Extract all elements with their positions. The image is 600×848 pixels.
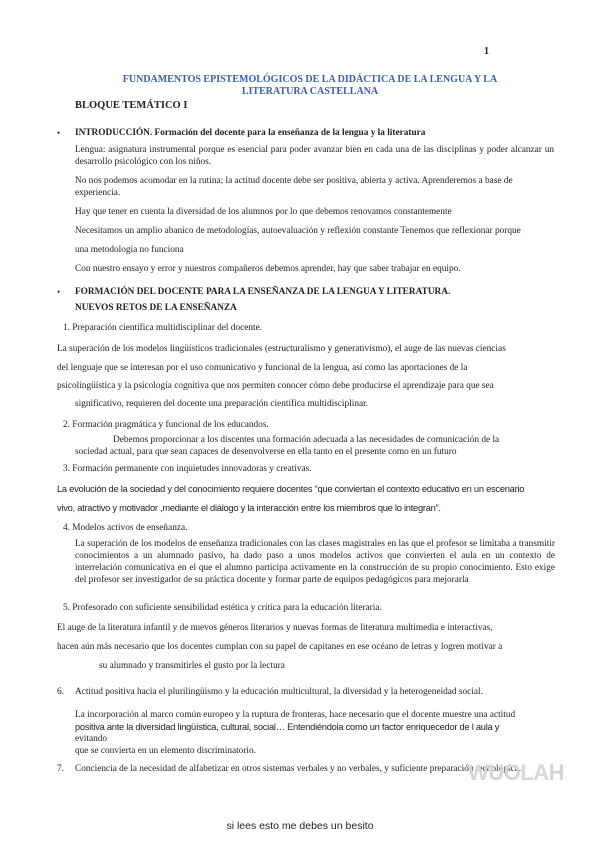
section1-heading: INTRODUCCIÓN. Formación del docente para la enseñanza de la lengua y la literatura xyxy=(75,128,426,138)
section2-heading-line-1: FORMACIÓN DEL DOCENTE PARA LA ENSEÑANZA DE LA LENGUA Y LITERATURA. xyxy=(75,287,451,297)
item2-paragraph-first-line: Debemos proporcionar a los discentes una formación adecuada a las necesidades de comunicación de la xyxy=(113,435,500,445)
section1-paragraph-4b: una metodología no funciona xyxy=(75,245,184,255)
item3-line-2: vivo, atractivo y motivador ,mediante el diálogo y la interacción entre los miembros que lo integran”. xyxy=(57,503,441,513)
document-title xyxy=(70,74,550,98)
list-item-7: Conciencia de la necesidad de alfabetizar en otros sistemas verbales y no verbales, y suficiente preparación tecnológica. xyxy=(75,764,522,774)
section1-paragraph-2: No nos podemos acomodar en la rutina; la actitud docente debe ser positiva, abierta y activa. Aprenderemos a base de experiencia. xyxy=(75,176,513,198)
list-item-7-number: 7. xyxy=(57,764,64,774)
section1-paragraph-1: Lengua: asignatura instrumental porque es esencial para poder avanzar bien en cada una de las disciplinas y poder alcanzar un desarrollo psicológico con los niños. xyxy=(75,145,554,167)
bullet-icon: • xyxy=(57,287,61,297)
item1-line-3: psicolingüística y la psicología cognitiva que nos permiten conocer cómo debe producirse el aprendizaje para que sea xyxy=(57,381,494,391)
list-item-1: 1. Preparación científica multidisciplinar del docente. xyxy=(63,323,263,333)
item6-line-2: positiva ante la diversidad lingüística, cultural, social… Entendiéndola como un factor enriquecedor de l aula y xyxy=(75,722,500,732)
footer-text: si lees esto me debes un besito xyxy=(226,820,374,832)
item6-line-1: La incorporación al marco común europeo y la ruptura de fronteras, hace necesario que el docente muestre una actitud xyxy=(75,710,516,720)
section1-paragraph-3: Hay que tener en cuenta la diversidad de los alumnos por lo que debemos renovamos constantemente xyxy=(75,207,452,217)
page-number: 1 xyxy=(484,46,489,57)
list-item-5: 5. Profesorado con suficiente sensibilidad estética y crítica para la educación literaria. xyxy=(63,603,382,613)
item5-line-2: hacen aún más necesario que los docentes cumplan con su papel de capitanes en ese océano de letras y logren motivar a xyxy=(57,642,503,652)
item4-paragraph: La superación de los modelos de enseñanza tradicionales con las clases magistrales en las que el profesor se limitaba a transmitir conocimientos a un alumnado pasivo, ha dado paso a unos modelos activos que convierten el aula en un contexto de interrelación comunicativa en el que el alumno participa activamente en la construcción de su propio conocimiento. Esto exige del profesor ser investigador de su práctica docente y formar parte de equipos pedagógicos para mejorarla xyxy=(75,539,555,585)
item1-line-1: La superación de los modelos lingüísticos tradicionales (estructuralismo y generativismo), el auge de las nuevas ciencias xyxy=(57,344,506,354)
section1-paragraph-4a: Necesitamos un amplio abanico de metodologías, autoevaluación y reflexión constante Tenemos que reflexionar porque xyxy=(75,226,521,236)
title-line-2: LITERATURA CASTELLANA xyxy=(241,86,379,97)
list-item-3: 3. Formación permanente con inquietudes innovadoras y creativas. xyxy=(63,464,312,474)
list-item-2: 2. Formación pragmática y funcional de los educandos. xyxy=(63,420,269,430)
title-line-1: FUNDAMENTOS EPISTEMOLÓGICOS DE LA DIDÁCTICA DE LA LENGUA Y LA xyxy=(122,74,498,85)
list-item-4: 4. Modelos activos de enseñanza. xyxy=(63,523,188,533)
section1-paragraph-5: Con nuestro ensayo y error y nuestros compañeros debemos aprender, hay que saber trabajar en equipo. xyxy=(75,264,461,274)
item1-line-4: significativo, requieren del docente una preparación científica multidisciplinar. xyxy=(75,399,368,409)
list-item-6-number: 6. xyxy=(57,687,64,697)
item6-line-4: que se convierta en un elemento discriminatorio. xyxy=(75,746,256,756)
item2-paragraph-rest: sociedad actual, para que sean capaces de desenvolverse en ella tanto en el presente como en un futuro xyxy=(75,447,457,457)
bloque-heading: BLOQUE TEMÁTICO I xyxy=(75,100,188,111)
item1-line-2: del lenguaje que se interesan por el uso comunicativo y funcional de la lengua, así como las aportaciones de la xyxy=(57,363,468,373)
section2-heading-line-2: NUEVOS RETOS DE LA ENSEÑANZA xyxy=(75,303,237,313)
watermark-logo: WUOLAH xyxy=(468,760,564,785)
list-item-6: Actitud positiva hacia el plurilingüismo y la educación multicultural, la diversidad y la heterogeneidad social. xyxy=(75,687,483,697)
item3-line-1: La evolución de la sociedad y del conocimiento requiere docentes “que conviertan el contexto educativo en un escenario xyxy=(57,484,525,494)
item5-line-3: su alumnado y transmitirles el gusto por la lectura xyxy=(99,661,285,671)
item5-line-1: El auge de la literatura infantil y de nuevos géneros literarios y nuevas formas de literatura multimedia e interactivas, xyxy=(57,623,493,633)
item6-line-3: evitando xyxy=(75,734,108,744)
bullet-icon: • xyxy=(57,128,61,138)
